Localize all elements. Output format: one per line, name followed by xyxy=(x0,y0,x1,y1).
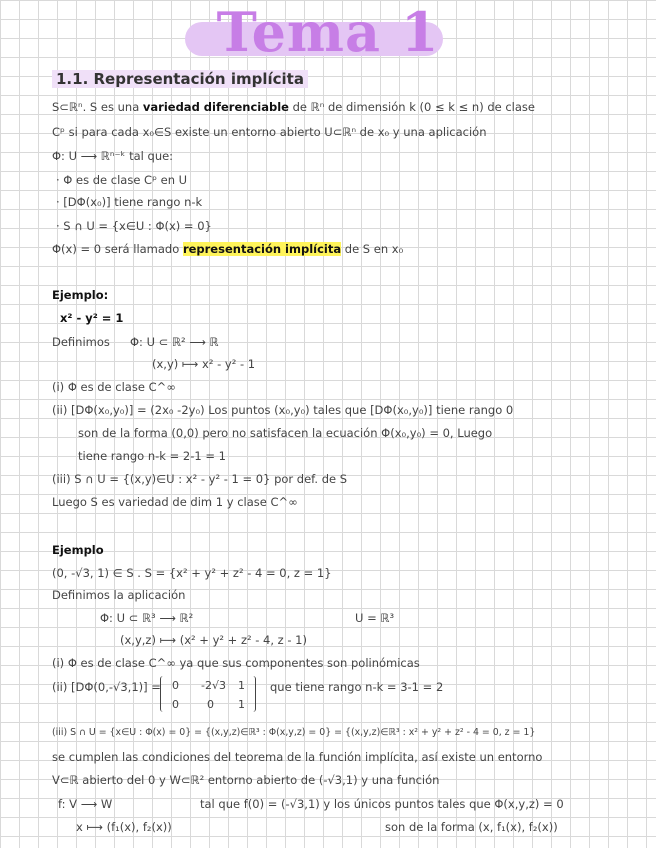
example2-heading: Ejemplo xyxy=(52,543,104,557)
example2-conclusion-4: son de la forma (x, f₁(x), f₂(x)) xyxy=(385,820,558,834)
example2-line-2: Definimos la aplicación xyxy=(52,588,186,602)
definition-text: de S en x₀ xyxy=(344,242,404,256)
definition-line-2: Cᵖ si para cada x₀∈S existe un entorno abierto U⊂ℝⁿ de x₀ y una aplicación xyxy=(52,125,487,139)
definition-line-1 xyxy=(52,100,535,114)
example-map-rule: (x,y) ⟼ x² - y² - 1 xyxy=(152,357,256,371)
example2-map-rule: (x,y,z) ⟼ (x² + y² + z² - 4, z - 1) xyxy=(120,633,307,647)
definition-text: Φ(x) = 0 será llamado xyxy=(52,242,180,256)
definition-text: de ℝⁿ de dimensión k (0 ≤ k ≤ n) de clase xyxy=(292,100,535,114)
example2-function: f: V ⟶ W xyxy=(58,797,113,811)
matrix-cell: 1 xyxy=(238,698,245,711)
example-map: Φ: U ⊂ ℝ² ⟶ ℝ xyxy=(130,335,219,349)
matrix-cell: 0 xyxy=(172,679,179,692)
example-heading: Ejemplo: xyxy=(52,288,109,302)
example2-rank: que tiene rango n-k = 3-1 = 2 xyxy=(270,680,444,694)
condition-3: · S ∩ U = {x∈U : Φ(x) = 0} xyxy=(56,219,212,233)
example-point-ii: (ii) [DΦ(x₀,y₀)] = (2x₀ -2y₀) Los puntos (x₀,y₀) tales que [DΦ(x₀,y₀)] tiene rango 0 xyxy=(52,403,514,417)
example-def-label: Definimos xyxy=(52,335,110,349)
definition-text: S⊂ℝⁿ. S es una xyxy=(52,100,140,114)
example-point-i: (i) Φ es de clase C^∞ xyxy=(52,380,176,394)
example-equation: x² - y² = 1 xyxy=(60,311,124,325)
example-conclusion: Luego S es variedad de dim 1 y clase C^∞ xyxy=(52,495,298,509)
definition-line-3: Φ: U ⟶ ℝⁿ⁻ᵏ tal que: xyxy=(52,149,174,163)
example2-point-i: (i) Φ es de clase C^∞ ya que sus componentes son polinómicas xyxy=(52,656,420,670)
condition-2: · [DΦ(x₀)] tiene rango n-k xyxy=(56,195,203,209)
highlight-term: representación implícita xyxy=(182,242,342,256)
example2-conclusion-2: V⊂ℝ abierto del 0 y W⊂ℝ² entorno abierto de (-√3,1) y una función xyxy=(52,773,440,787)
matrix-cell: 1 xyxy=(238,679,245,692)
condition-1: · Φ es de clase Cᵖ en U xyxy=(56,173,188,187)
example-point-ii-cont2: tiene rango n-k = 2-1 = 1 xyxy=(78,449,226,463)
page-title: Tema 1 xyxy=(216,0,440,64)
example-point-iii: (iii) S ∩ U = {(x,y)∈U : x² - y² - 1 = 0} por def. de S xyxy=(52,472,348,486)
example-point-ii-cont: son de la forma (0,0) pero no satisfacen la ecuación Φ(x₀,y₀) = 0, Luego xyxy=(78,426,493,440)
example2-point-ii: (ii) [DΦ(0,-√3,1)] = xyxy=(52,680,161,694)
example2-function-rule: x ⟼ (f₁(x), f₂(x)) xyxy=(76,820,172,834)
example2-conclusion-1: se cumplen las condiciones del teorema de la función implícita, así existe un entorno xyxy=(52,750,543,764)
matrix-cell: 0 xyxy=(207,698,214,711)
matrix-cell: -2√3 xyxy=(201,679,226,692)
definition-line-4 xyxy=(52,242,403,256)
example2-domain: U = ℝ³ xyxy=(355,611,395,625)
matrix-cell: 0 xyxy=(172,698,179,711)
section-heading: 1.1. Representación implícita xyxy=(52,70,308,88)
example2-map: Φ: U ⊂ ℝ³ ⟶ ℝ² xyxy=(100,611,194,625)
highlight-term: variedad diferenciable xyxy=(142,100,289,114)
example2-conclusion-3: tal que f(0) = (-√3,1) y los únicos puntos tales que Φ(x,y,z) = 0 xyxy=(200,797,564,811)
example2-point-iii: (iii) S ∩ U = {x∈U : Φ(x) = 0} = {(x,y,z)∈ℝ³ : Φ(x,y,z) = 0} = {(x,y,z)∈ℝ³ : x² + y² + z² - 4 = 0, z = 1} xyxy=(52,727,536,738)
example2-line-1: (0, -√3, 1) ∈ S . S = {x² + y² + z² - 4 = 0, z = 1} xyxy=(52,566,332,580)
